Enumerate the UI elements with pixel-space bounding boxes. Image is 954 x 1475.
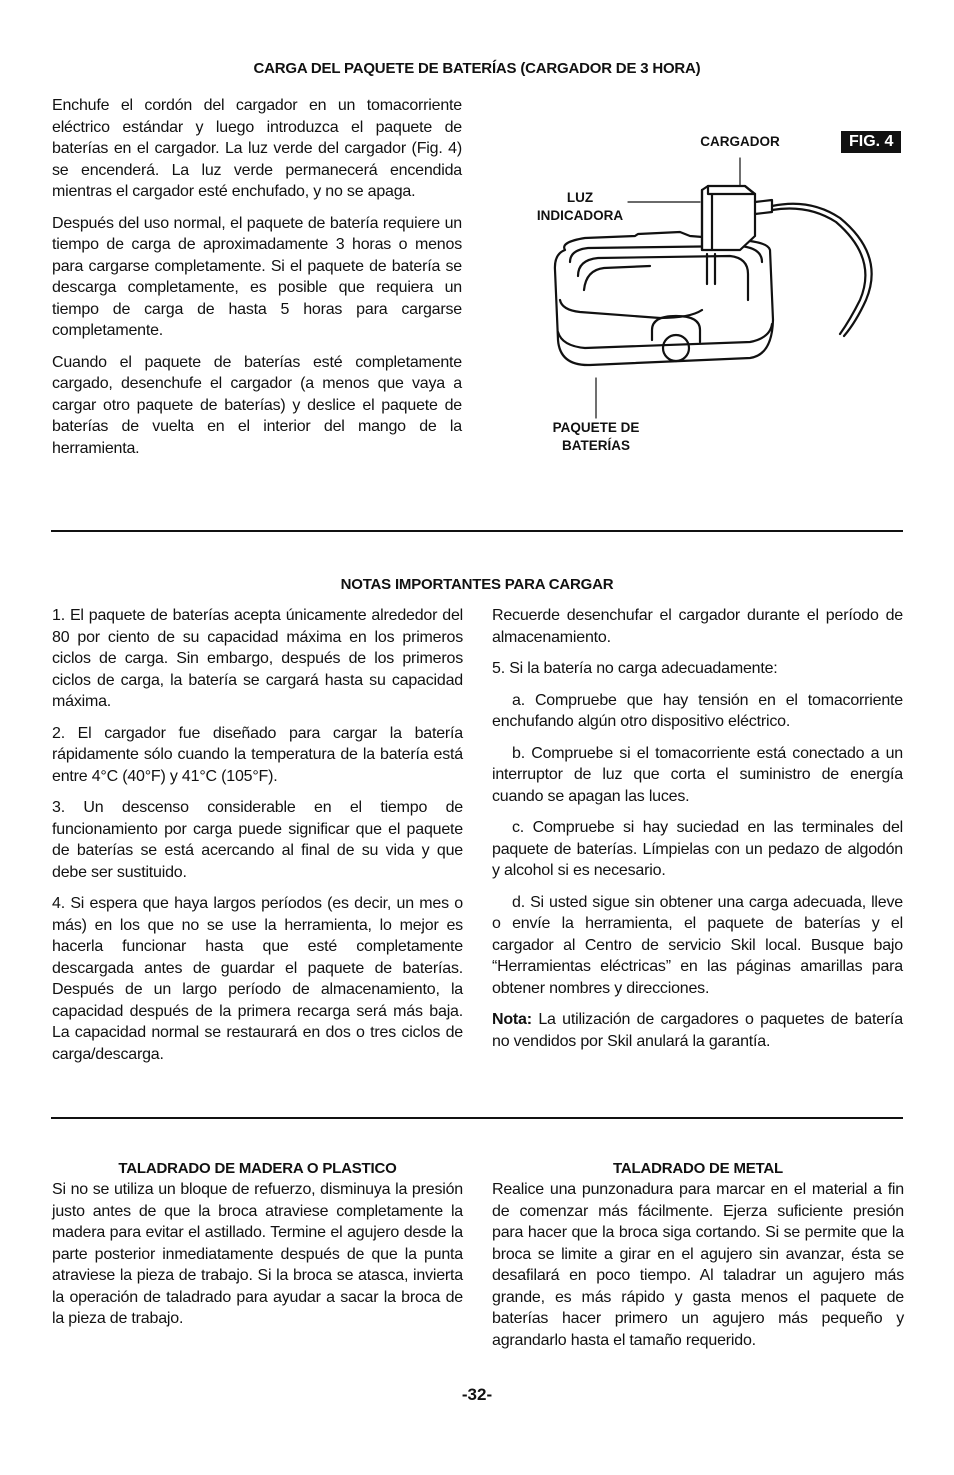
section-title-charging: CARGA DEL PAQUETE DE BATERÍAS (CARGADOR DE 3 HORA) xyxy=(253,60,701,77)
note-text: La utilización de cargadores o paquetes de batería no vendidos por Skil anulará la garantía. xyxy=(492,1011,903,1050)
label-indicator-light-line2: INDICADORA xyxy=(536,208,624,223)
label-battery-pack xyxy=(538,419,654,455)
battery-charger-illustration xyxy=(540,150,885,420)
note-item-5a: a. Compruebe que hay tensión en el tomacorriente enchufando algún otro dispositivo eléctrico. xyxy=(492,691,903,730)
note-warranty xyxy=(492,1009,903,1052)
charging-paragraph-1: Enchufe el cordón del cargador en un tomacorriente eléctrico estándar y luego introduzca el paquete de baterías en el cargador. La luz verde del cargador (Fig. 4) se encenderá. La luz verde permanecerá encendida mientras el cargador esté enchufado, y no se apaga. xyxy=(52,97,462,200)
note-label: Nota: xyxy=(492,1011,532,1028)
charging-paragraph-3: Cuando el paquete de baterías esté completamente cargado, desenchufe el cargador (a menos que vaya a cargar otro paquete de baterías) y deslice el paquete de baterías de vuelta en el interior del mango de la herramienta. xyxy=(52,353,462,457)
wood-drilling-text: Si no se utiliza un bloque de refuerzo, disminuya la presión justo antes de que la broca atraviese completamente la madera para evitar el astillado. Termine el agujero desde la parte posterior inmediatamente después de que la punta atraviese la pieza de trabajo. Si la broca se atasca, invierta la operación de taladrado para ayudar a sacar la broca de la pieza de trabajo. xyxy=(52,1181,463,1327)
charging-text-column xyxy=(52,95,462,469)
label-battery-pack-line1: PAQUETE DE xyxy=(552,420,640,435)
section-divider-2 xyxy=(51,1117,903,1119)
note-item-4: 4. Si espera que haya largos períodos (es decir, un mes o más) en los que no se use la herramienta, lo mejor es hacerla funcionar hasta que esté completamente descargada antes de guardar el paquete de baterías. Después de un largo período de almacenamiento, la capacidad después de la primera recarga será más baja. La capacidad normal se restaurará en dos o tres ciclos de carga/descarga. xyxy=(52,895,463,1063)
label-charger: CARGADOR xyxy=(700,134,780,149)
page-number: -32- xyxy=(461,1385,493,1404)
note-item-5b: b. Compruebe si el tomacorriente está conectado a un interruptor de luz que corta el suministro de energía cuando se apagan las luces. xyxy=(492,744,903,805)
section-title-charging-notes: NOTAS IMPORTANTES PARA CARGAR xyxy=(340,576,614,593)
section-divider-1 xyxy=(51,530,903,532)
note-storage-reminder: Recuerde desenchufar el cargador durante el período de almacenamiento. xyxy=(492,607,903,646)
note-item-5d: d. Si usted sigue sin obtener una carga adecuada, lleve o envíe la herramienta, el paquete de baterías y el cargador al Centro de servicio Skil local. Busque bajo “Herramientas eléctricas” en las páginas amarillas para obtener nombres y direcciones. xyxy=(492,893,903,997)
note-item-2: 2. El cargador fue diseñado para cargar la batería rápidamente sólo cuando la temperatura de la batería está entre 4°C (40°F) y 41°C (105°F). xyxy=(52,724,463,785)
note-item-1: 1. El paquete de baterías acepta únicamente alrededor del 80 por ciento de su capacidad máxima en los primeros ciclos de carga. Sin embargo, después de los primeros ciclos de carga, la batería se cargará hasta su capacidad máxima. xyxy=(52,607,463,710)
note-item-5c: c. Compruebe si hay suciedad en las terminales del paquete de baterías. Límpielas con un pedazo de algodón y alcohol si es necesario. xyxy=(492,819,903,879)
notes-right-column xyxy=(492,605,903,1062)
label-indicator-light-line1: LUZ xyxy=(566,190,594,205)
note-item-5: 5. Si la batería no carga adecuadamente: xyxy=(492,660,778,677)
charging-paragraph-2: Después del uso normal, el paquete de batería requiere un tiempo de carga de aproximadamente 3 horas o menos para cargarse completamente. Si el paquete de batería se descarga completamente, es posible que requiera un tiempo de carga de hasta 5 horas para cargarse completamente. xyxy=(52,214,462,339)
notes-left-column xyxy=(52,605,463,1075)
note-item-3: 3. Un descenso considerable en el tiempo de funcionamiento por carga puede significar que el paquete de baterías se está acercando al final de su vida y que debe ser sustituido. xyxy=(52,799,463,881)
section-title-wood-drilling: TALADRADO DE MADERA O PLASTICO xyxy=(118,1160,397,1177)
label-battery-pack-line2: BATERÍAS xyxy=(561,438,630,453)
wood-drilling-column xyxy=(52,1160,463,1340)
metal-drilling-text: Realice una punzonadura para marcar en el material a fin de comenzar más fácilmente. Ejerza suficiente presión para hacer que la broca siga cortando. Si se permite que la broca se limite a girar en el agujero sin avanzar, ésta se desafilará en poco tiempo. Al taladrar un agujero más grande, es más rápido y gasta menos el paquete de baterías hacer primero un agujero más pequeño y agrandarlo hasta el tamaño requerido. xyxy=(492,1181,904,1349)
figure-badge: FIG. 4 xyxy=(841,131,901,153)
section-title-metal-drilling: TALADRADO DE METAL xyxy=(613,1160,783,1177)
metal-drilling-column xyxy=(492,1160,904,1361)
